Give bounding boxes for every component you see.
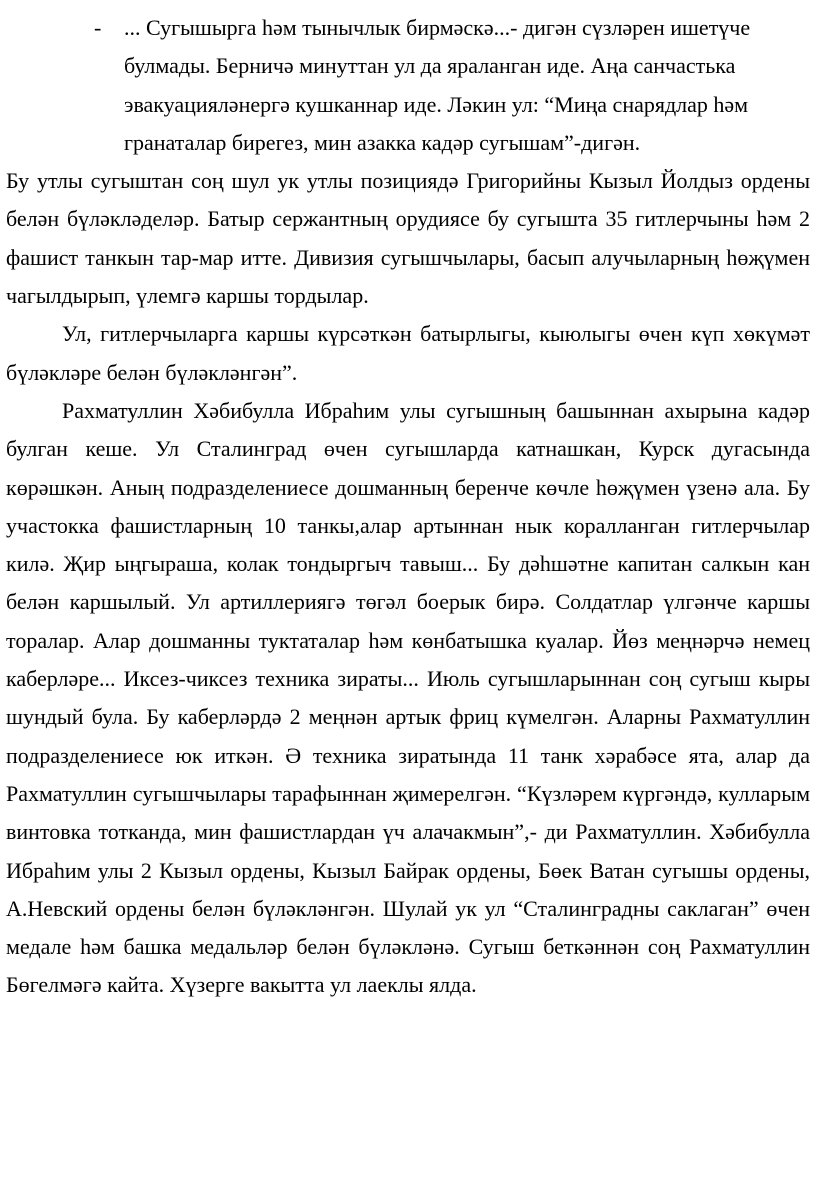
list-item-line: гранаталар бирегез, мин азакка кадәр сугышам”-дигән.	[124, 129, 641, 155]
list-dash-marker: -	[94, 15, 102, 40]
dash-list-item	[0, 0, 816, 162]
list-item-line: эвакуацияләнергә кушканнар иде. Ләкин ул: “Миңа снарядлар һәм	[124, 91, 749, 117]
list-item-line: булмады. Берничә минуттан ул да яраланган иде. Аңа санчастька	[124, 53, 736, 79]
paragraph-rakhmatullin-biography: Рахматуллин Хәбибулла Ибраһим улы сугышның башыннан ахырына кадәр булган кеше. Ул Сталинград өчен сугышларда катнашкан, Курск дугасында көрәшкән. Аның подразделениесе дошманның беренче көчле һөҗүмен үзенә ала. Бу участокка фашистларның 10 танкы,алар артыннан нык коралланган гитлерчылар килә. Җир ыңгыраша, колак тондыргыч тавыш... Бу дәһшәтне капитан салкын кан белән каршылый. Ул артиллериягә төгәл боерык бирә. Солдатлар үлгәнче каршы торалар. Алар дошманны туктаталар һәм көнбатышка куалар. Йөз меңнәрчә немец каберләре... Иксез-чиксез техника зираты... Июль сугышларыннан соң сугыш кыры шундый була. Бу каберләрдә 2 меңнән артык фриц күмелгән. Аларны Рахматуллин подразделениесе юк иткән. Ә техника зиратында 11 танк хәрабәсе ята, алар да Рахматуллин сугышчылары тарафыннан җимерелгән. “Күзләрем күргәндә, кулларым винтовка тотканда, мин фашистлардан үч алачакмын”,- ди Рахматуллин. Хәбибулла Ибраһим улы 2 Кызыл ордены, Кызыл Байрак ордены, Бөек Ватан сугышы ордены, А.Невский ордены белән бүләкләнгән. Шулай ук ул “Сталинградны саклаган” өчен медале һәм башка медальләр белән бүләкләнә. Сугыш беткәннән соң Рахматуллин Бөгелмәгә кайта. Хүзерге вакытта ул лаеклы ялда.	[6, 397, 810, 998]
list-item-line: ... Сугышырга һәм тынычлык бирмәскә...- дигән сүзләрен ишетүче	[124, 15, 751, 40]
paragraph-order-award: Бу утлы сугыштан соң шул ук утлы позициядә Григорийны Кызыл Йолдыз ордены белән бүләкләделәр. Батыр сержантның орудиясе бу сугышта 35 гитлерчыны һәм 2 фашист танкын тар-мар итте. Дивизия сугышчылары, басып алучыларның һөҗүмен чагылдырып, үлемгә каршы тордылар.	[6, 168, 810, 309]
paragraph-government-awards: Ул, гитлерчыларга каршы күрсәткән батырлыгы, кыюлыгы өчен күп хөкүмәт бүләкләре белән бүләкләнгән”.	[6, 321, 810, 385]
